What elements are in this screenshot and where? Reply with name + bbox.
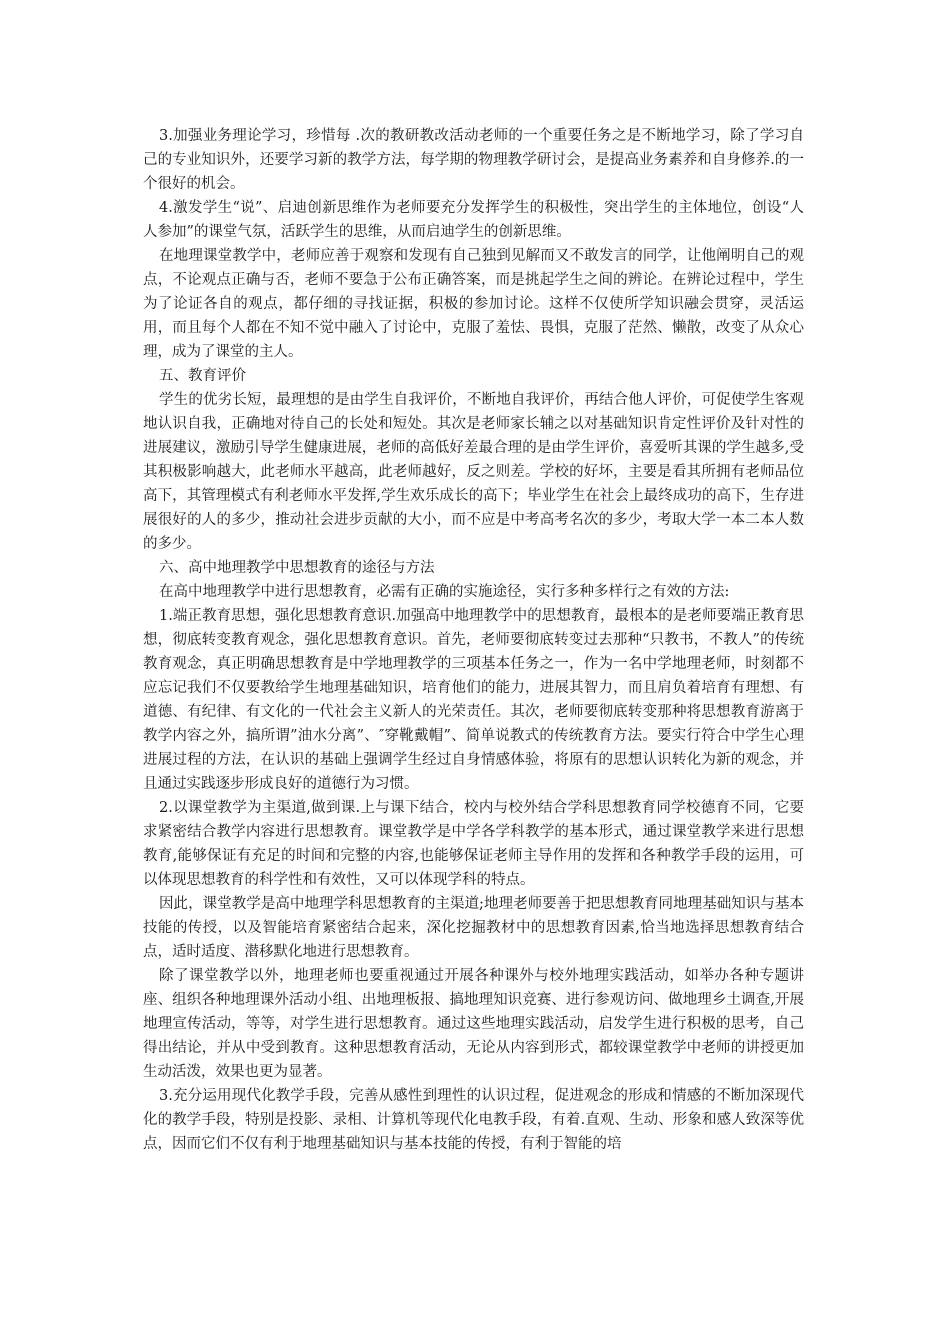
paragraph-5: 在高中地理教学中进行思想教育，必需有正确的实施途径，实行多种多样行之有效的方法: <box>159 584 730 600</box>
paragraph-7: 2.以课堂教学为主渠道,做到课.上与课下结合，校内与校外结合学科思想教育同学校德育不同，它要求紧密结合教学内容进行思想教育。课堂教学是中学各学科教学的基本形式，通过课堂教学来进行思想教育,能够保证有充足的时间和完整的内容,也能够保证老师主导作用的发挥和各种教学手段的运用，可以体现思想教育的科学性和有效性，又可以体现学科的特点。 <box>143 800 804 888</box>
document-body <box>143 124 804 1156</box>
paragraph-3: 在地理课堂教学中，老师应善于观察和发现有自己独到见解而又不敢发言的同学，让他阐明自己的观点，不论观点正确与否，老师不要急于公布正确答案，而是挑起学生之间的辨论。在辨论过程中，学生为了论证各自的观点，都仔细的寻找证据，积极的参加讨论。这样不仅使所学知识融会贯穿，灵活运用，而且每个人都在不知不觉中融入了讨论中，克服了羞怯、畏惧，克服了茫然、懒散，改变了从众心理，成为了课堂的主人。 <box>143 248 804 360</box>
paragraph-9: 除了课堂教学以外，地理老师也要重视通过开展各种课外与校外地理实践活动，如举办各种专题讲座、组织各种地理课外活动小组、出地理板报、搞地理知识竞赛、进行参观访问、做地理乡土调查,开展地理宣传活动，等等，对学生进行思想教育。通过这些地理实践活动，启发学生进行积极的思考，自己得出结论，并从中受到教育。这种思想教育活动，无论从内容到形式，都较课堂教学中老师的讲授更加生动活泼，效果也更为显著。 <box>143 968 804 1080</box>
section-heading-5: 五、教育评价 <box>159 368 246 384</box>
paragraph-2: 4.激发学生“说”、启迪创新思维作为老师要充分发挥学生的积极性，突出学生的主体地位，创设“人人参加”的课堂气氛，活跃学生的思维，从而启迪学生的创新思维。 <box>143 200 804 240</box>
paragraph-4: 学生的优劣长短，最理想的是由学生自我评价，不断地自我评价，再结合他人评价，可促使学生客观地认识自我，正确地对待自己的长处和短处。其次是老师家长辅之以对基础知识肯定性评价及针对性的进展建议，激励引导学生健康进展，老师的高低好差最合理的是由学生评价，喜爱听其课的学生越多,受其积极影响越大，此老师水平越高，此老师越好，反之则差。学校的好坏，主要是看其所拥有老师品位高下，其管理模式有利老师水平发挥,学生欢乐成长的高下；毕业学生在社会上最终成功的高下，生存进展很好的人的多少，推动社会进步贡献的大小，而不应是中考高考名次的多少，考取大学一本二本人数的多少。 <box>143 392 804 552</box>
paragraph-1: 3.加强业务理论学习，珍惜每 .次的教研教改活动老师的一个重要任务之是不断地学习，除了学习自己的专业知识外，还要学习新的教学方法，每学期的物理教学研讨会，是提高业务素养和自身修养.的一个很好的机会。 <box>143 128 804 192</box>
paragraph-8: 因此，课堂教学是高中地理学科思想教育的主渠道;地理老师要善于把思想教育同地理基础知识与基本技能的传授，以及智能培育紧密结合起来，深化挖掘教材中的思想教育因素,恰当地选择思想教育结合点，适时适度、潜移默化地进行思想教育。 <box>143 896 804 960</box>
paragraph-6: 1.端正教育思想，强化思想教育意识.加强高中地理教学中的思想教育，最根本的是老师要端正教育思想，彻底转变教育观念，强化思想教育意识。首先，老师要彻底转变过去那种“只教书，不教人”的传统教育观念，真正明确思想教育是中学地理教学的三项基本任务之一，作为一名中学地理老师，时刻都不应忘记我们不仅要教给学生地理基础知识，培育他们的能力，进展其智力，而且肩负着培育有理想、有道德、有纪律、有文化的一代社会主义新人的光荣责任。其次，老师要彻底转变那种将思想教育游离于教学内容之外，搞所谓”油水分离”、″穿靴戴帽”、简单说教式的传统教育方法。要实行符合中学生心理进展过程的方法，在认识的基础上强调学生经过自身情感体验，将原有的思想认识转化为新的观念，并且通过实践逐步形成良好的道德行为习惯。 <box>143 608 804 792</box>
paragraph-10: 3.充分运用现代化教学手段，完善从感性到理性的认识过程，促进观念的形成和情感的不断加深现代化的教学手段，特别是投影、录相、计算机等现代化电教手段，有着.直观、生动、形象和感人致深等优点，因而它们不仅有利于地理基础知识与基本技能的传授，有利于智能的培 <box>143 1088 804 1152</box>
section-heading-6: 六、高中地理教学中思想教育的途径与方法 <box>159 560 435 576</box>
